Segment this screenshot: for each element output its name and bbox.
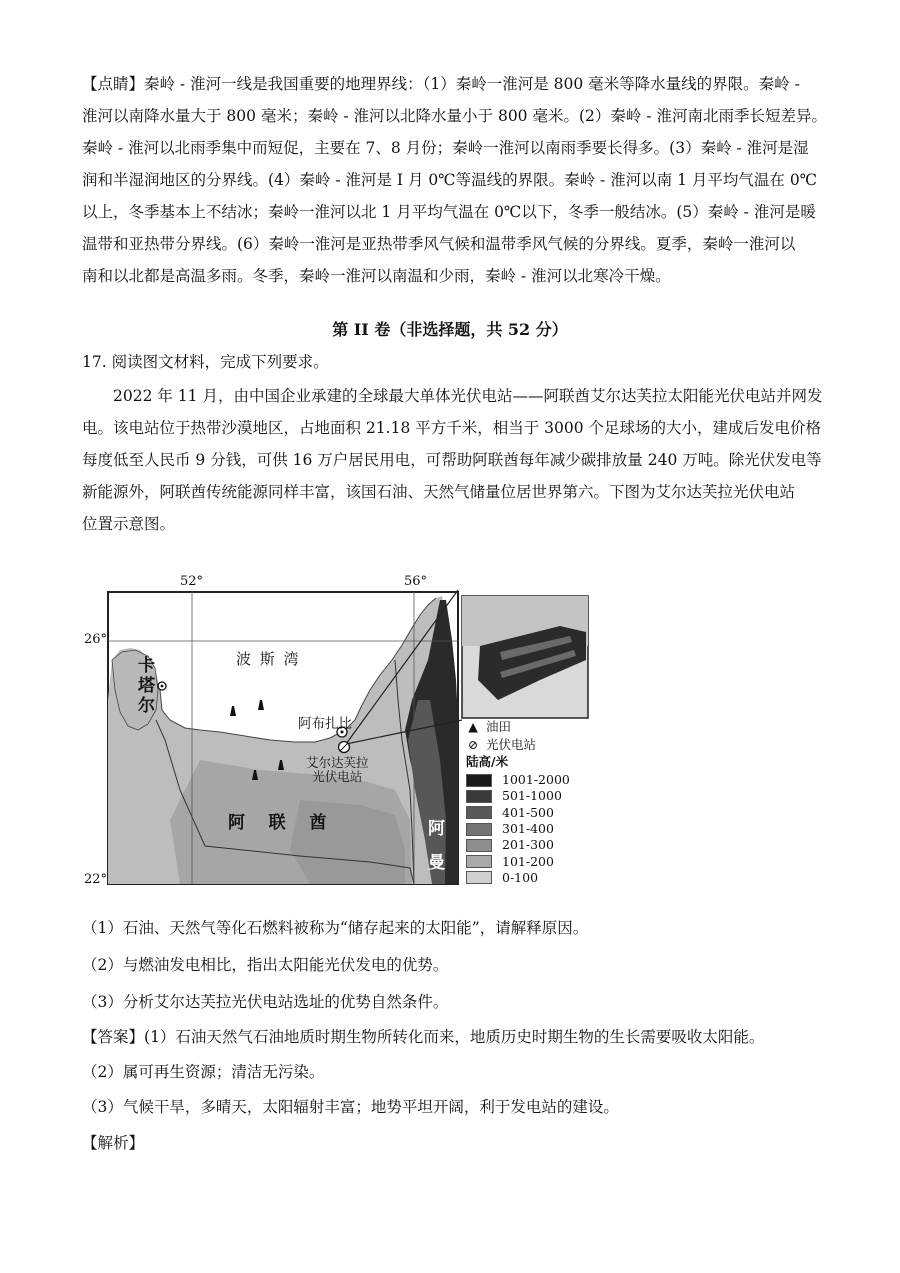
- qatar-label: [138, 656, 158, 716]
- sub-question: （3）分析艾尔达芙拉光伏电站选址的优势自然条件。: [82, 993, 449, 1011]
- legend-band-label: 301-400: [502, 821, 554, 837]
- legend-swatch: [466, 855, 492, 868]
- intro-line: 淮河以南降水量大于 800 毫米；秦岭 - 淮河以北降水量小于 800 毫米。(2）秦岭 - 淮河南北雨季长短差异。: [82, 107, 827, 125]
- legend-elevation-title: 陆高/米: [466, 754, 509, 769]
- legend-band: [466, 805, 570, 821]
- legend-band-label: 401-500: [502, 804, 554, 820]
- lon-label-56: 56°: [404, 574, 428, 589]
- legend-band: [466, 821, 570, 837]
- legend-band-label: 201-300: [502, 837, 554, 853]
- answer-line: （3）气候干旱，多晴天，太阳辐射丰富；地势平坦开阔，利于发电站的建设。: [82, 1098, 619, 1116]
- map-legend: [466, 718, 570, 886]
- legend-swatch: [466, 823, 492, 836]
- legend-band-label: 1001-2000: [502, 772, 570, 788]
- answer-line: （2）属可再生资源；清洁无污染。: [82, 1063, 325, 1081]
- legend-elevation-bands: [466, 772, 570, 886]
- section-title: 第 II 卷（非选择题，共 52 分）: [332, 320, 568, 339]
- legend-band: [466, 853, 570, 869]
- legend-oilfield: [466, 718, 570, 736]
- question-number: 17. 阅读图文材料，完成下列要求。: [82, 353, 329, 371]
- capital-icon-dot: [161, 685, 164, 688]
- legend-oilfield-label: 油田: [486, 719, 512, 734]
- answer-label: 【答案】: [82, 1028, 145, 1046]
- qatar-label-char: 塔: [138, 676, 155, 696]
- oman-label-char: 阿: [428, 819, 445, 839]
- legend-band-label: 0-100: [502, 869, 539, 885]
- intro-line: 【点睛】秦岭 - 淮河一线是我国重要的地理界线：（1）秦岭一淮河是 800 毫米等降水量线的界限。秦岭 -: [82, 75, 800, 93]
- abudhabi-label: 阿布扎比: [298, 716, 352, 732]
- lat-label-26: 26°: [84, 632, 108, 647]
- intro-line: 润和半湿润地区的分界线。(4）秦岭 - 淮河是 Ⅰ 月 0℃等温线的界限。秦岭 - 淮河以南 1 月平均气温在 0℃: [82, 171, 818, 189]
- sub-question: （1）石油、天然气等化石燃料被称为“储存起来的太阳能”，请解释原因。: [82, 919, 589, 937]
- pv-station-label-line: 光伏电站: [312, 769, 363, 784]
- legend-swatch: [466, 806, 492, 819]
- legend-swatch: [466, 839, 492, 852]
- lat-label-22: 22°: [84, 872, 108, 887]
- material-line: 电。该电站位于热带沙漠地区，占地面积 21.18 平方千米，相当于 3000 个足球场的大小，建成后发电价格: [82, 419, 822, 437]
- legend-band: [466, 870, 570, 886]
- intro-line: 以上，冬季基本上不结冰；秦岭一淮河以北 1 月平均气温在 0℃以下，冬季一般结冰。(5）秦岭 - 淮河是暖: [82, 203, 816, 221]
- legend-band: [466, 788, 570, 804]
- oman-label-char: 曼: [428, 853, 445, 873]
- answer-line-1: [82, 1023, 822, 1051]
- analysis-label: 【解析】: [82, 1134, 145, 1152]
- material-line: 每度低至人民币 9 分钱，可供 16 万户居民用电，可帮助阿联酋每年减少碳排放量 240 万吨。除光伏发电等: [82, 451, 822, 469]
- gulf-label: 波 斯 湾: [236, 650, 301, 668]
- pv-station-label-line: 艾尔达芙拉: [306, 755, 369, 770]
- uae-label: 阿 联 酋: [228, 813, 327, 833]
- legend-pv-station: [466, 736, 570, 754]
- lon-label-52: 52°: [180, 574, 204, 589]
- legend-swatch: [466, 790, 492, 803]
- material-line: 2022 年 11 月，由中国企业承建的全球最大单体光伏电站——阿联酋艾尔达芙拉太阳能光伏电站并网发: [113, 387, 823, 405]
- legend-band-label: 501-1000: [502, 788, 562, 804]
- pv-station-icon: ⊘: [467, 737, 479, 752]
- legend-swatch: [466, 774, 492, 787]
- oman-label: [428, 812, 448, 880]
- sub-question: （2）与燃油发电相比，指出太阳能光伏发电的优势。: [82, 956, 449, 974]
- legend-band: [466, 837, 570, 853]
- answer-text: (1）石油天然气石油地质时期生物所转化而来，地质历史时期生物的生长需要吸收太阳能。: [144, 1028, 765, 1046]
- qatar-label-char: 尔: [138, 696, 155, 716]
- intro-line: 南和以北都是高温多雨。冬季，秦岭一淮河以南温和少雨，秦岭 - 淮河以北寒冷干燥。: [82, 267, 671, 285]
- intro-line: 温带和亚热带分界线。(6）秦岭一淮河是亚热带季风气候和温带季风气候的分界线。夏季，秦岭一淮河以: [82, 235, 796, 253]
- oilfield-icon: ▲: [468, 719, 478, 734]
- material-line: 新能源外，阿联酋传统能源同样丰富，该国石油、天然气储量位居世界第六。下图为艾尔达芙拉光伏电站: [82, 483, 796, 501]
- legend-pv-label: 光伏电站: [486, 737, 537, 752]
- pv-station-label: [306, 756, 369, 784]
- legend-band-label: 101-200: [502, 853, 554, 869]
- qatar-label-char: 卡: [138, 656, 155, 676]
- legend-swatch: [466, 871, 492, 884]
- intro-line: 秦岭 - 淮河以北雨季集中而短促，主要在 7、8 月份；秦岭一淮河以南雨季要长得多。(3）秦岭 - 淮河是湿: [82, 139, 809, 157]
- legend-band: [466, 772, 570, 788]
- material-line: 位置示意图。: [82, 515, 176, 533]
